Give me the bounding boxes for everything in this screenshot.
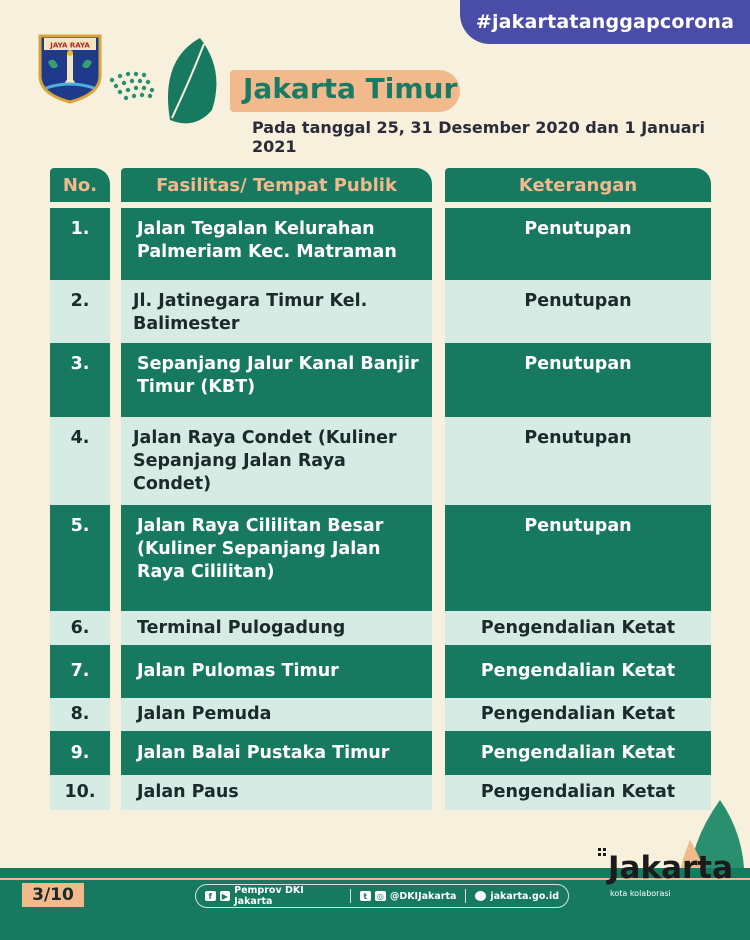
- table-row-keterangan: Penutupan: [445, 505, 711, 611]
- social-twitter-instagram[interactable]: [351, 891, 466, 902]
- table-row-no: 5.: [50, 505, 110, 611]
- table-row-no: 10.: [50, 775, 110, 810]
- jakarta-brand-tagline: kota kolaborasi: [610, 889, 671, 898]
- table-row-keterangan: Penutupan: [445, 208, 711, 280]
- table-row-fasilitas: Jalan Paus: [121, 775, 432, 810]
- website-label: jakarta.go.id: [490, 890, 560, 902]
- social-facebook-youtube[interactable]: [196, 885, 350, 907]
- facebook-icon: f: [205, 891, 216, 901]
- table-row-fasilitas: Jalan Balai Pustaka Timur: [121, 731, 432, 775]
- table-row-fasilitas: Jalan Tegalan Kelurahan Palmeriam Kec. Matraman: [121, 208, 432, 280]
- instagram-icon: ◎: [375, 891, 386, 901]
- leaf-decoration: [100, 30, 240, 140]
- table-row-no: 9.: [50, 731, 110, 775]
- twitter-instagram-label: @DKIJakarta: [389, 890, 457, 902]
- youtube-icon: ▶: [220, 891, 231, 901]
- facebook-youtube-label: Pemprov DKI Jakarta: [234, 885, 304, 907]
- table-row-no: 2.: [50, 280, 110, 343]
- table-row-no: 6.: [50, 611, 110, 645]
- table-row-fasilitas: Jalan Raya Condet (Kuliner Sepanjang Jalan Raya Condet): [121, 417, 432, 505]
- social-website[interactable]: [466, 891, 568, 902]
- table-row-fasilitas: Terminal Pulogadung: [121, 611, 432, 645]
- hashtag-banner: #jakartatanggapcorona: [460, 0, 750, 44]
- dki-jakarta-emblem: [36, 32, 104, 104]
- table-row-fasilitas: Sepanjang Jalur Kanal Banjir Timur (KBT): [121, 343, 432, 417]
- table-row-no: 1.: [50, 208, 110, 280]
- table-row-fasilitas: Jalan Pulomas Timur: [121, 645, 432, 698]
- globe-icon: [475, 891, 486, 901]
- table-row-keterangan: Pengendalian Ketat: [445, 775, 711, 810]
- header-keterangan: Keterangan: [445, 168, 711, 202]
- table-row-keterangan: Pengendalian Ketat: [445, 645, 711, 698]
- twitter-icon: t: [360, 891, 371, 901]
- table-row-keterangan: Penutupan: [445, 280, 711, 343]
- table-row-fasilitas: Jalan Raya Cililitan Besar (Kuliner Sepanjang Jalan Raya Cililitan): [121, 505, 432, 611]
- table-row-no: 3.: [50, 343, 110, 417]
- date-subtitle: Pada tanggal 25, 31 Desember 2020 dan 1 Januari 2021: [252, 118, 705, 156]
- header-no: No.: [50, 168, 110, 202]
- table-row-fasilitas: Jl. Jatinegara Timur Kel. Balimester: [121, 280, 432, 343]
- table-row-keterangan: Penutupan: [445, 343, 711, 417]
- table-row-keterangan: Pengendalian Ketat: [445, 731, 711, 775]
- page-indicator: 3/10: [22, 883, 84, 907]
- table-row-keterangan: Pengendalian Ketat: [445, 698, 711, 731]
- social-links: [195, 884, 569, 908]
- header-fasilitas: Fasilitas/ Tempat Publik: [121, 168, 432, 202]
- page-title: Jakarta Timur: [243, 72, 458, 105]
- table-row-keterangan: Pengendalian Ketat: [445, 611, 711, 645]
- table-row-fasilitas: Jalan Pemuda: [121, 698, 432, 731]
- table-row-no: 8.: [50, 698, 110, 731]
- table-row-no: 4.: [50, 417, 110, 505]
- svg-text:JAYA RAYA: JAYA RAYA: [50, 41, 90, 50]
- jakarta-brand-logo: Jakarta: [608, 850, 734, 886]
- table-row-keterangan: Penutupan: [445, 417, 711, 505]
- table-row-no: 7.: [50, 645, 110, 698]
